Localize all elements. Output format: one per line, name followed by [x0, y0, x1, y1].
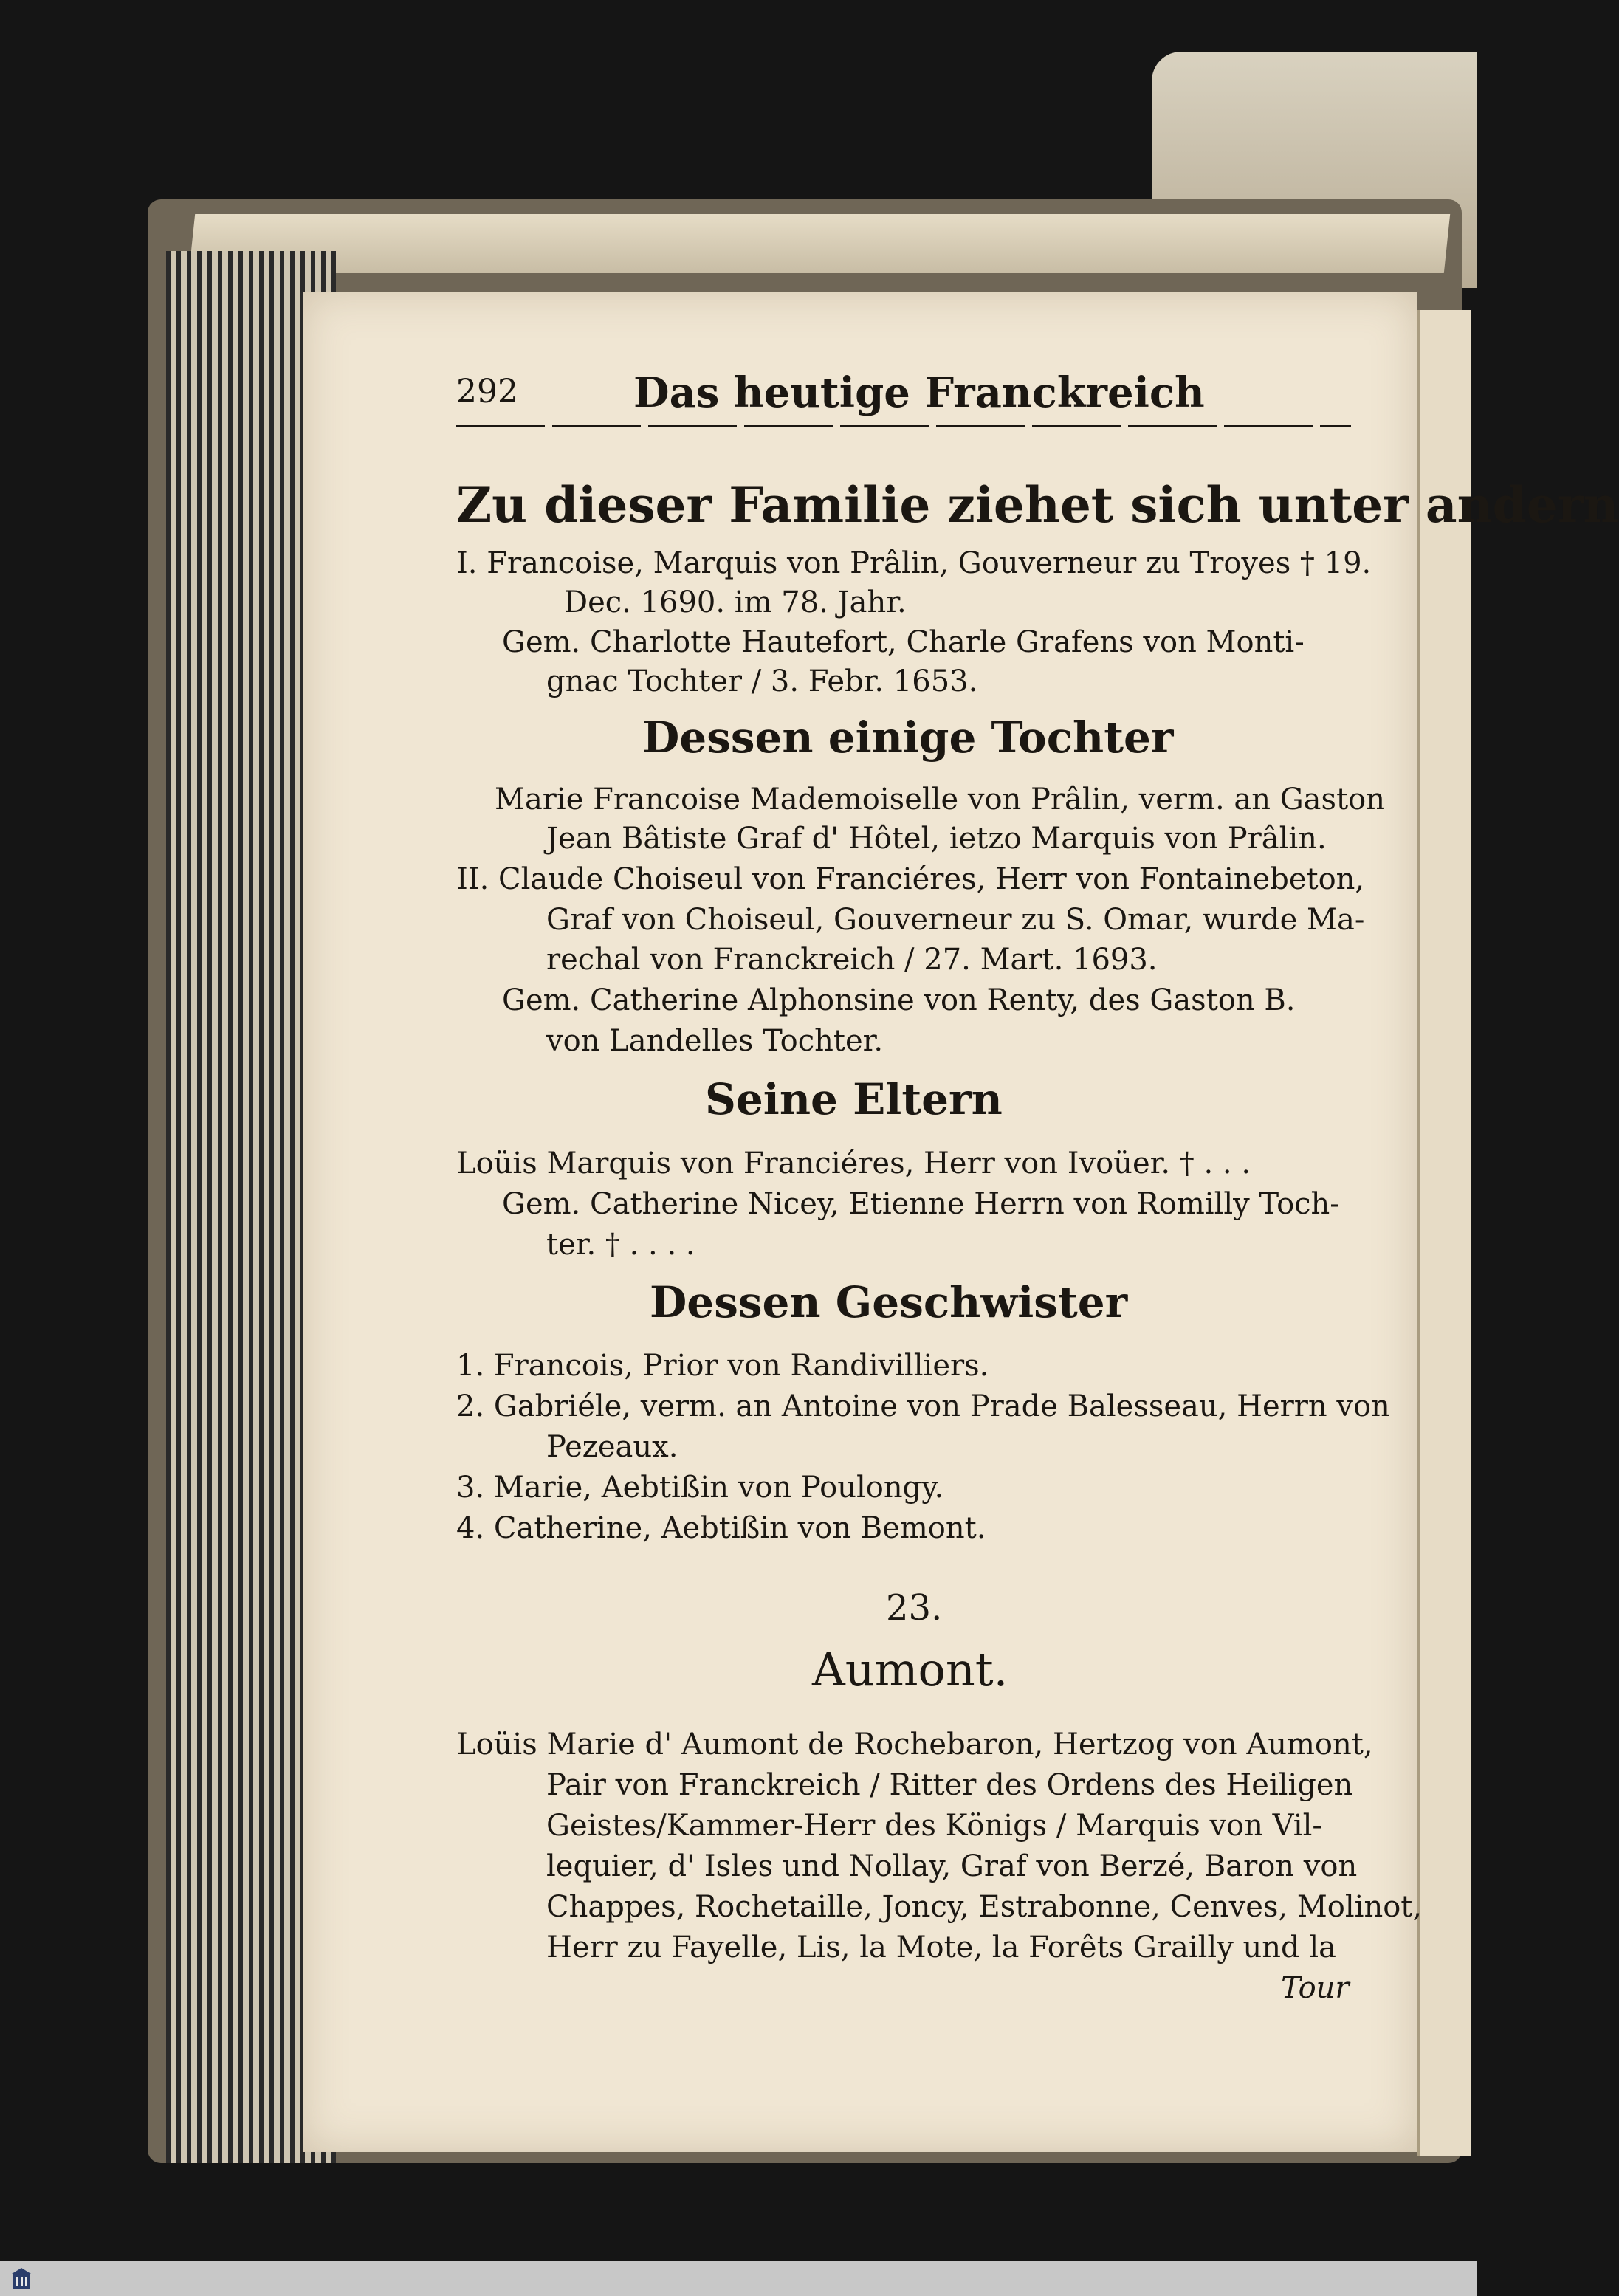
text-line: Graf von Choiseul, Gouverneur zu S. Omar, wurde Ma- [546, 903, 1365, 937]
catchword: Tour [1281, 1971, 1350, 2005]
text-line: gnac Tochter / 3. Febr. 1653. [546, 664, 978, 698]
facing-page-edge [1417, 310, 1471, 2156]
text-line: Pezeaux. [546, 1430, 678, 1464]
page-number: 292 [456, 373, 518, 410]
section-heading: Dessen Geschwister [650, 1277, 1128, 1327]
text-line: I. Francoise, Marquis von Prâlin, Gouverneur zu Troyes † 19. [456, 546, 1372, 580]
running-title: Das heutige Franckreich [633, 368, 1205, 417]
viewer-bottom-bar [0, 2261, 1477, 2296]
list-item: 2. Gabriéle, verm. an Antoine von Prade Balesseau, Herrn von [456, 1389, 1390, 1423]
text-line: Marie Francoise Mademoiselle von Prâlin, verm. an Gaston [495, 783, 1385, 817]
list-item: 4. Catherine, Aebtißin von Bemont. [456, 1511, 986, 1545]
text-line: Pair von Franckreich / Ritter des Ordens des Heiligen [546, 1768, 1353, 1802]
text-line: Gem. Catherine Nicey, Etienne Herrn von Romilly Toch- [502, 1187, 1340, 1221]
section-heading: Seine Eltern [705, 1074, 1003, 1124]
list-item: 1. Francois, Prior von Randivilliers. [456, 1349, 989, 1383]
book-page [303, 292, 1619, 2152]
list-item: 3. Marie, Aebtißin von Poulongy. [456, 1471, 944, 1505]
library-logo-icon [6, 2265, 37, 2293]
header-rule [456, 425, 1351, 427]
section-opening-line: Zu dieser Familie ziehet sich unter andern [456, 476, 1619, 534]
text-line: ter. † . . . . [546, 1228, 695, 1262]
page-top-edge [189, 214, 1450, 273]
text-line: von Landelles Tochter. [546, 1024, 884, 1058]
text-line: Herr zu Fayelle, Lis, la Mote, la Forêts Grailly und la [546, 1931, 1336, 1965]
text-line: lequier, d' Isles und Nollay, Graf von Berzé, Baron von [546, 1849, 1358, 1883]
text-line: Jean Bâtiste Graf d' Hôtel, ietzo Marquis von Prâlin. [546, 822, 1327, 856]
text-line: Gem. Charlotte Hautefort, Charle Grafens von Monti- [502, 625, 1305, 659]
text-line: Chappes, Rochetaille, Joncy, Estrabonne, Cenves, Molinot, [546, 1890, 1423, 1924]
running-head [456, 368, 1416, 417]
text-line: Loüis Marie d' Aumont de Rochebaron, Hertzog von Aumont, [456, 1728, 1373, 1761]
section-heading: Dessen einige Tochter [642, 712, 1174, 763]
text-line: Geistes/Kammer-Herr des Königs / Marquis von Vil- [546, 1809, 1322, 1843]
text-line: Dec. 1690. im 78. Jahr. [564, 585, 907, 619]
section-number: 23. [886, 1587, 943, 1629]
text-line: Gem. Catherine Alphonsine von Renty, des Gaston B. [502, 983, 1296, 1017]
text-line: rechal von Franckreich / 27. Mart. 1693. [546, 943, 1158, 977]
section-heading: Aumont. [812, 1643, 1008, 1697]
text-line: II. Claude Choiseul von Franciéres, Herr von Fontainebeton, [456, 862, 1365, 896]
text-line: Loüis Marquis von Franciéres, Herr von Ivoüer. † . . . [456, 1147, 1251, 1180]
